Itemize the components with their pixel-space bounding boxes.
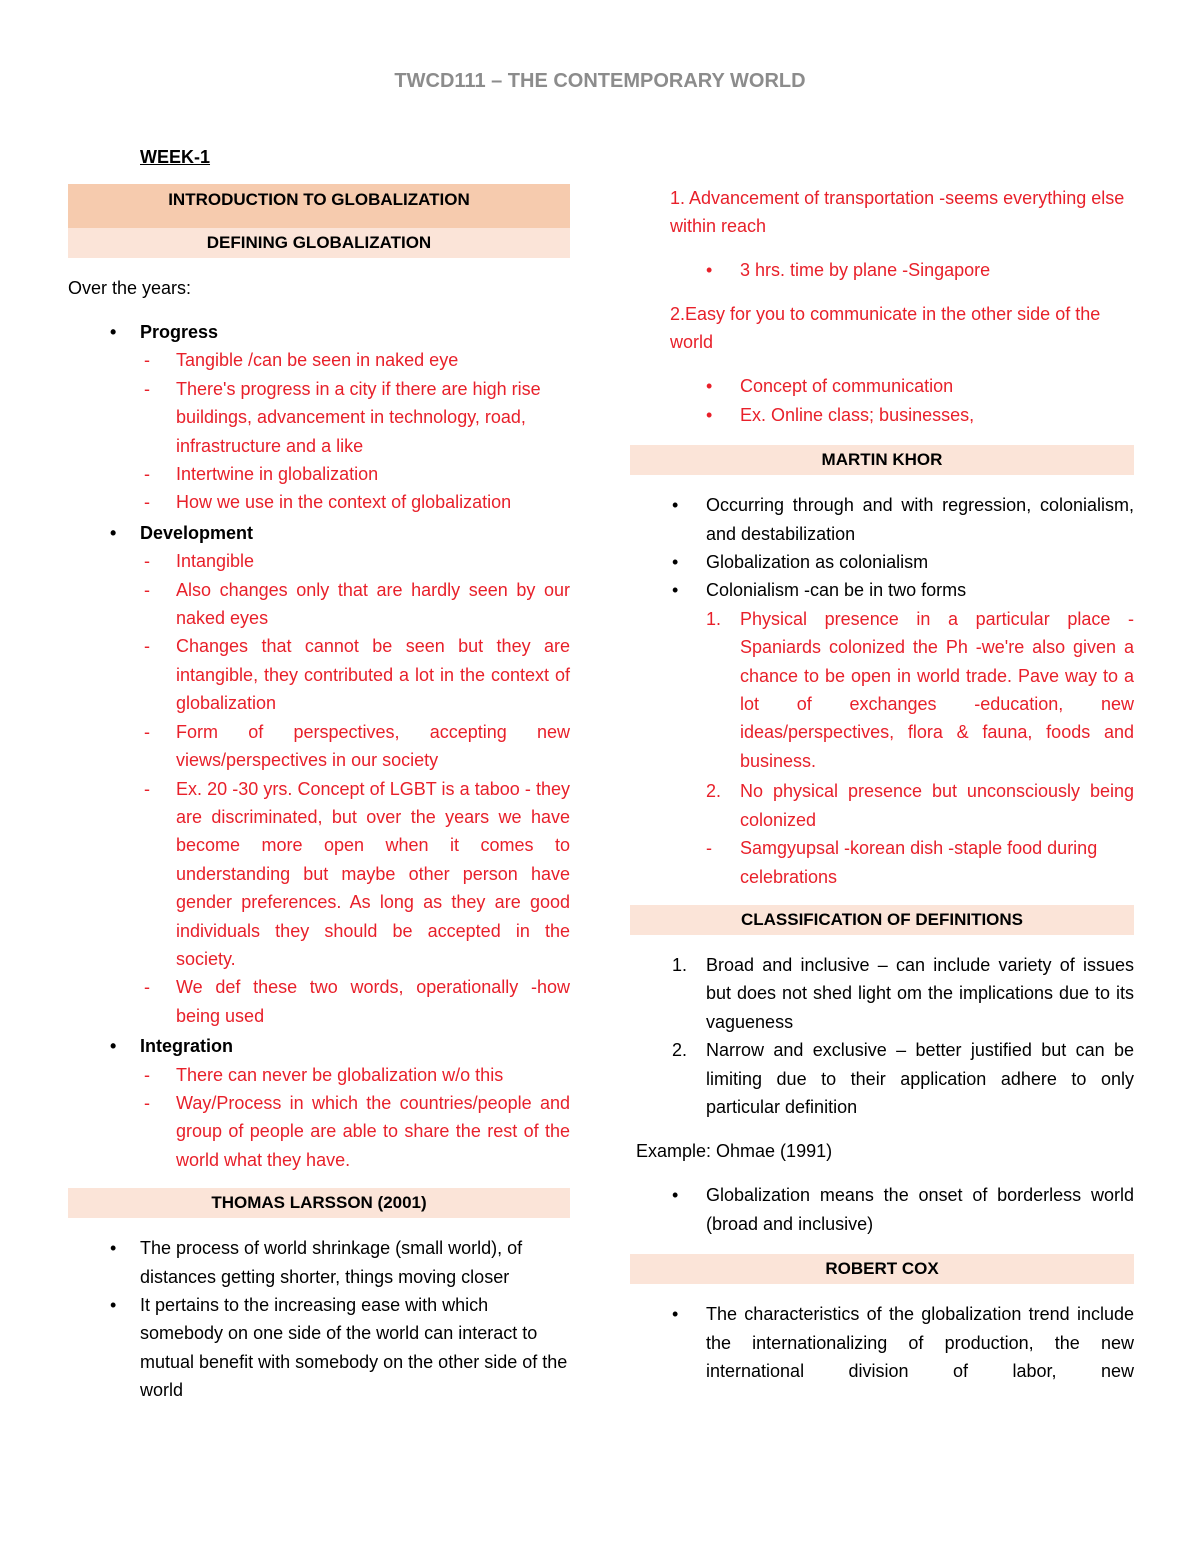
list-item: 1. Physical presence in a particular place - Spaniards colonized the Ph -we're also given a chance to be open in world trade. Pave way to a lot of exchanges -education, new ideas/perspectives, flora & fauna, foods and business. xyxy=(706,608,1134,771)
example-label: Example: Ohmae (1991) xyxy=(636,1141,833,1162)
document-title: TWCD111 – THE CONTEMPORARY WORLD xyxy=(394,70,806,92)
section-header-classification: CLASSIFICATION OF DEFINITIONS xyxy=(630,905,1134,935)
list-item: - We def these two words, operationally -how being used xyxy=(144,977,570,1026)
list-item: - Form of perspectives, accepting new views/perspectives in our society xyxy=(144,721,570,771)
list-item: • Occurring through and with regression, colonialism, and destabilization xyxy=(672,495,1134,544)
list-item: 2. Narrow and exclusive – better justified but can be limiting due to their application adhere to only particular definition xyxy=(672,1040,1134,1117)
list-item: • Globalization means the onset of borderless world (broad and inclusive) xyxy=(672,1185,1134,1234)
intro-text: Over the years: xyxy=(68,278,192,298)
list-item: - Way/Process in which the countries/people and group of people are able to share the rest of the world what they have. xyxy=(144,1092,570,1170)
right-column xyxy=(630,184,1134,1385)
section-header-introduction: INTRODUCTION TO GLOBALIZATION xyxy=(68,184,570,228)
example-list xyxy=(630,1181,1134,1238)
section-header-defining: DEFINING GLOBALIZATION xyxy=(68,228,570,258)
list-item: - How we use in the context of globalization xyxy=(144,492,512,513)
section-header-larsson: THOMAS LARSSON (2001) xyxy=(68,1188,570,1218)
list-item: - Samgyupsal -korean dish -staple food during celebrations xyxy=(706,838,1098,887)
concepts-list xyxy=(68,318,570,1174)
week-label: WEEK-1 xyxy=(140,147,211,167)
larsson-list xyxy=(68,1234,570,1404)
list-item: - There can never be globalization w/o this xyxy=(144,1064,504,1085)
list-item: • 3 hrs. time by plane -Singapore xyxy=(706,260,991,280)
list-item: • Concept of communication xyxy=(706,376,954,397)
classification-list xyxy=(630,951,1134,1121)
list-item: - Intangible xyxy=(144,551,255,572)
list-item: • The process of world shrinkage (small world), of distances getting shorter, things moving closer xyxy=(110,1238,523,1287)
list-item: - Changes that cannot be seen but they are intangible, they contributed a lot in the context of globalization xyxy=(144,636,570,714)
list-item: • Ex. Online class; businesses, xyxy=(706,404,975,425)
section-header-khor: MARTIN KHOR xyxy=(630,445,1134,475)
list-item: • Globalization as colonialism xyxy=(672,552,929,573)
point-communication: 2.Easy for you to communicate in the other side of the world xyxy=(670,304,1101,353)
list-item: - Ex. 20 -30 yrs. Concept of LGBT is a taboo - they are discriminated, but over the years we have become more open when it comes to understanding but maybe other person have gender preferences. As long as they are good individuals they should be accepted in the society. xyxy=(144,778,570,969)
list-item-integration: • Integration xyxy=(110,1036,233,1057)
transportation-list xyxy=(630,256,1134,284)
list-item-progress: • Progress xyxy=(110,322,219,342)
left-column xyxy=(68,142,570,1405)
list-item: - Intertwine in globalization xyxy=(144,464,379,485)
list-item: • It pertains to the increasing ease with which somebody on one side of the world can interact to mutual benefit with somebody on the other side of the world xyxy=(110,1295,568,1401)
list-item: 2. No physical presence but unconsciously being colonized xyxy=(706,781,1134,830)
point-transportation: 1. Advancement of transportation -seems everything else within reach xyxy=(670,188,1125,236)
list-item: - Tangible /can be seen in naked eye xyxy=(144,350,459,371)
list-item-development: • Development xyxy=(110,522,254,543)
list-item: • Colonialism -can be in two forms xyxy=(672,580,967,601)
list-item: 1. Broad and inclusive – can include variety of issues but does not shed light om the implications due to its vagueness xyxy=(672,954,1134,1032)
cox-list xyxy=(630,1300,1134,1385)
khor-list xyxy=(630,491,1134,891)
list-item: - There's progress in a city if there are high rise buildings, advancement in technology, road, infrastructure and a like xyxy=(144,378,541,456)
list-item: • The characteristics of the globalization trend include the internationalizing of production, the new international division of labor, new xyxy=(672,1304,1134,1381)
list-item: - Also changes only that are hardly seen by our naked eyes xyxy=(144,579,570,629)
section-header-cox: ROBERT COX xyxy=(630,1254,1134,1284)
communication-list xyxy=(630,372,1134,429)
